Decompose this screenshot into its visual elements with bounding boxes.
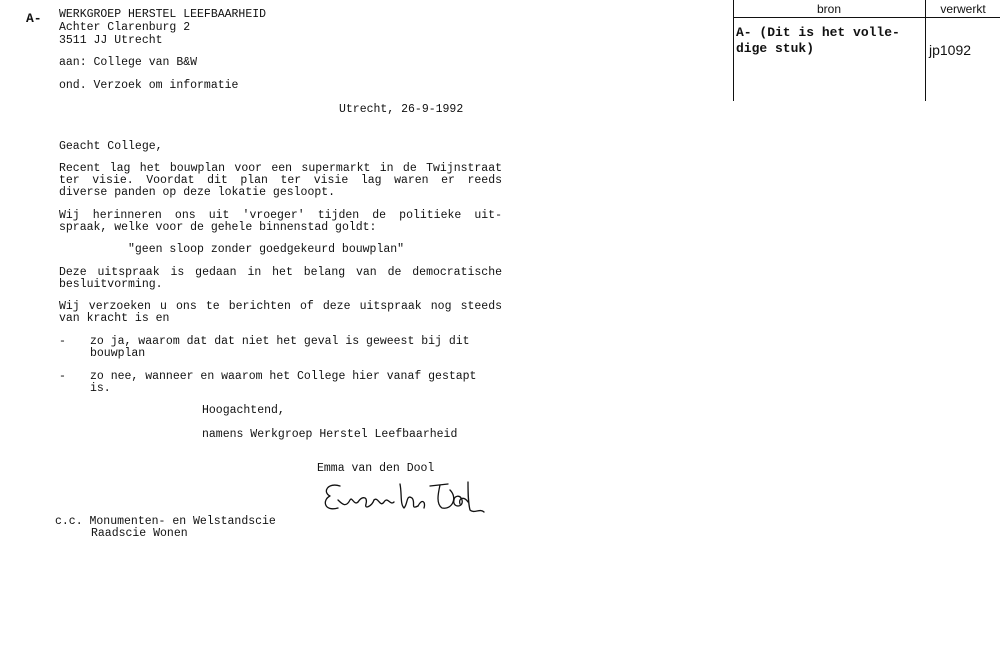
date-line: Utrecht, 26-9-1992 [339,103,464,116]
body-line: ter visie. Voordat dit plan ter visie lag waren er reeds [59,174,502,187]
subject-line: ond. Verzoek om informatie [59,79,239,92]
quote-line: "geen sloop zonder goedgekeurd bouwplan" [128,243,405,256]
sender-name: WERKGROEP HERSTEL LEEFBAARHEID [59,8,267,21]
verwerkt-header: verwerkt [940,2,986,16]
handwritten-signature [318,478,488,518]
bullet-dash: - [59,370,66,383]
recipient-line: aan: College van B&W [59,56,198,69]
body-line: besluitvorming. [59,278,163,291]
archive-box [733,0,1000,101]
on-behalf-line: namens Werkgroep Herstel Leefbaarheid [202,428,458,441]
bron-note: A- (Dit is het volle- dige stuk) [736,25,900,56]
body-line: spraak, welke voor de gehele binnenstad goldt: [59,221,377,234]
body-line: van kracht is en [59,312,170,325]
verwerkt-value: jp1092 [929,42,972,58]
sender-street: Achter Clarenburg 2 [59,21,191,34]
closing: Hoogachtend, [202,404,285,417]
bron-header: bron [816,2,842,16]
body-line: Deze uitspraak is gedaan in het belang van de democratische [59,266,502,279]
sender-city: 3511 JJ Utrecht [59,34,163,47]
cc-line: c.c. Monumenten- en Welstandscie [55,515,276,528]
bullet-line: zo nee, wanneer en waarom het College hier vanaf gestapt [90,370,477,383]
box-header-divider [733,17,1000,18]
cc-line: Raadscie Wonen [91,527,188,540]
bullet-dash: - [59,335,66,348]
margin-mark: A- [26,11,42,26]
bullet-line: bouwplan [90,347,146,360]
bullet-line: is. [90,382,111,395]
body-line: Wij verzoeken u ons te berichten of deze uitspraak nog steeds [59,300,502,313]
signer-name: Emma van den Dool [317,462,435,475]
salutation: Geacht College, [59,140,163,153]
body-line: Recent lag het bouwplan voor een supermarkt in de Twijnstraat [59,162,502,175]
body-line: diverse panden op deze lokatie gesloopt. [59,186,336,199]
body-line: Wij herinneren ons uit 'vroeger' tijden de politieke uit- [59,209,502,222]
bullet-line: zo ja, waarom dat dat niet het geval is geweest bij dit [90,335,470,348]
